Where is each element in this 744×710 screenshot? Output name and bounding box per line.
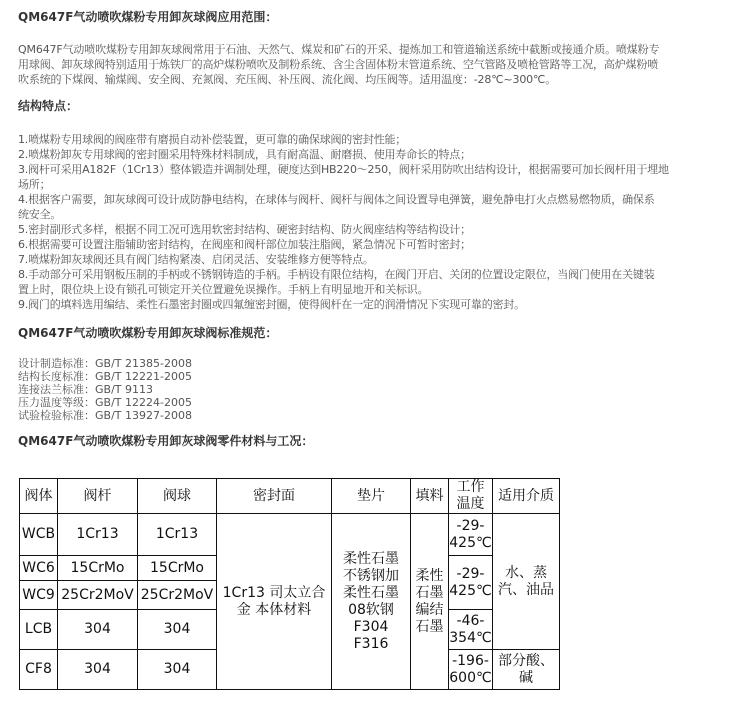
standard-label: 连接法兰标准： — [18, 383, 95, 396]
cell-stem: 1Cr13 — [58, 514, 138, 556]
standard-label: 试验检验标准： — [18, 409, 95, 422]
cell-temperature: -29- 425℃ — [449, 556, 493, 610]
list-item: 6.根据需要可设置注脂辅助密封结构，在阀座和阀杆部位加装注脂阀，紧急情况下可暂时密封； — [18, 238, 471, 251]
standard-item — [18, 370, 732, 383]
standard-value: GB/T 12221-2005 — [95, 370, 192, 383]
cell-body: WC9 — [20, 581, 58, 610]
list-item: 1.喷煤粉专用球阀的阀座带有磨损自动补偿装置，更可靠的确保球阀的密封性能； — [18, 133, 407, 146]
list-item: 统安全。 — [18, 208, 62, 221]
standard-item — [18, 409, 732, 422]
cell-seal: 1Cr13 司太立合 金 本体材料 — [217, 514, 332, 690]
cell-temperature: -29- 425℃ — [449, 514, 493, 556]
cell-body: WCB — [20, 514, 58, 556]
cell-body: LCB — [20, 610, 58, 650]
standard-item — [18, 357, 732, 370]
heading-application-range: QM647F气动喷吹煤粉专用卸灰球阀应用范围： — [18, 10, 278, 24]
cell-stem: 15CrMo — [58, 556, 138, 581]
application-range-paragraph — [18, 42, 732, 87]
standard-value: GB/T 13927-2008 — [95, 409, 192, 422]
cell-body: WC6 — [20, 556, 58, 581]
standard-label: 压力温度等级： — [18, 396, 95, 409]
cell-stem: 304 — [58, 650, 138, 690]
header-ball: 阀球 — [138, 479, 217, 514]
list-item: 置上时，限位块上设有锁孔可锁定开关位置避免误操作。手柄上有明显地开和关标识。 — [18, 283, 429, 296]
header-seal: 密封面 — [217, 479, 332, 514]
header-body: 阀体 — [20, 479, 58, 514]
list-item: 3.阀杆可采用A182F（1Cr13）整体锻造并调制处理，硬度达到HB220～250，阀杆采用防吹出结构设计，根据需要可加长阀杆用于埋地 — [18, 163, 669, 176]
features-list — [18, 132, 732, 312]
list-item: 4.根据客户需要，卸灰球阀可设计成防静电结构，在球体与阀杆、阀杆与阀体之间设置导电弹簧，避免静电打火点燃易燃物质，确保系 — [18, 193, 655, 206]
list-item: 7.喷煤粉卸灰球阀还具有阀门结构紧凑、启闭灵活、安装维修方便等特点。 — [18, 253, 374, 266]
table-row — [20, 514, 560, 556]
cell-temperature: -196- 600℃ — [449, 650, 493, 690]
heading-structure-features: 结构特点： — [18, 99, 79, 113]
cell-ball: 1Cr13 — [138, 514, 217, 556]
standard-item — [18, 383, 732, 396]
standard-item — [18, 396, 732, 409]
list-item: 8.手动部分可采用钢板压制的手柄或不锈钢铸造的手柄。手柄设有限位结构，在阀门开启、关闭的位置设定限位，当阀门使用在关键装 — [18, 268, 655, 281]
cell-ball: 15CrMo — [138, 556, 217, 581]
text-line: 用球阀、卸灰球阀特别适用于炼铁厂的高炉煤粉喷吹及制粉系统、含尘含固体粉末管道系统、空气管路及喷枪管路等工况，高炉煤粉喷 — [18, 58, 659, 71]
cell-stem: 304 — [58, 610, 138, 650]
standard-value: GB/T 9113 — [95, 383, 153, 396]
heading-standards: QM647F气动喷吹煤粉专用卸灰球阀标准规范： — [18, 326, 278, 340]
header-temperature: 工作 温度 — [449, 479, 493, 514]
heading-materials: QM647F气动喷吹煤粉专用卸灰球阀零件材料与工况： — [18, 434, 314, 448]
cell-ball: 25Cr2MoV — [138, 581, 217, 610]
cell-medium: 部分酸、 碱 — [493, 650, 560, 690]
list-item: 场所； — [18, 178, 51, 191]
table-header-row — [20, 479, 560, 514]
materials-table — [19, 478, 560, 690]
standard-value: GB/T 21385-2008 — [95, 357, 192, 370]
list-item: 2.喷煤粉卸灰专用球阀的密封圈采用特殊材料制成，具有耐高温、耐磨损、使用寿命长的特点； — [18, 148, 471, 161]
list-item: 5.密封副形式多样，根据不同工况可选用软密封结构、硬密封结构、防火阀座结构等结构设计； — [18, 223, 471, 236]
cell-gasket: 柔性石墨 不锈钢加 柔性石墨 08软钢 F304 F316 — [332, 514, 411, 690]
cell-packing: 柔性 石墨 编结 石墨 — [411, 514, 449, 690]
cell-ball: 304 — [138, 610, 217, 650]
document-body — [18, 10, 732, 448]
cell-ball: 304 — [138, 650, 217, 690]
header-medium: 适用介质 — [493, 479, 560, 514]
header-gasket: 垫片 — [332, 479, 411, 514]
standard-label: 结构长度标准： — [18, 370, 95, 383]
header-packing: 填料 — [411, 479, 449, 514]
header-stem: 阀杆 — [58, 479, 138, 514]
cell-medium: 水、蒸 汽、油品 — [493, 514, 560, 650]
text-line: 吹系统的下煤阀、输煤阀、安全阀、充氮阀、充压阀、补压阀、流化阀、均压阀等。适用温度：-28℃~300℃。 — [18, 73, 557, 86]
standard-value: GB/T 12224-2005 — [95, 396, 192, 409]
list-item: 9.阀门的填料选用编结、柔性石墨密封圈或四氟缠密封圈，使得阀杆在一定的润滑情况下实现可靠的密封。 — [18, 298, 525, 311]
cell-body: CF8 — [20, 650, 58, 690]
standard-label: 设计制造标准： — [18, 357, 95, 370]
cell-temperature: -46- 354℃ — [449, 610, 493, 650]
cell-stem: 25Cr2MoV — [58, 581, 138, 610]
standards-list — [18, 357, 732, 422]
text-line: QM647F气动喷吹煤粉专用卸灰球阀常用于石油、天然气、煤炭和矿石的开采、提炼加工和管道输送系统中截断或接通介质。喷煤粉专 — [18, 43, 660, 56]
